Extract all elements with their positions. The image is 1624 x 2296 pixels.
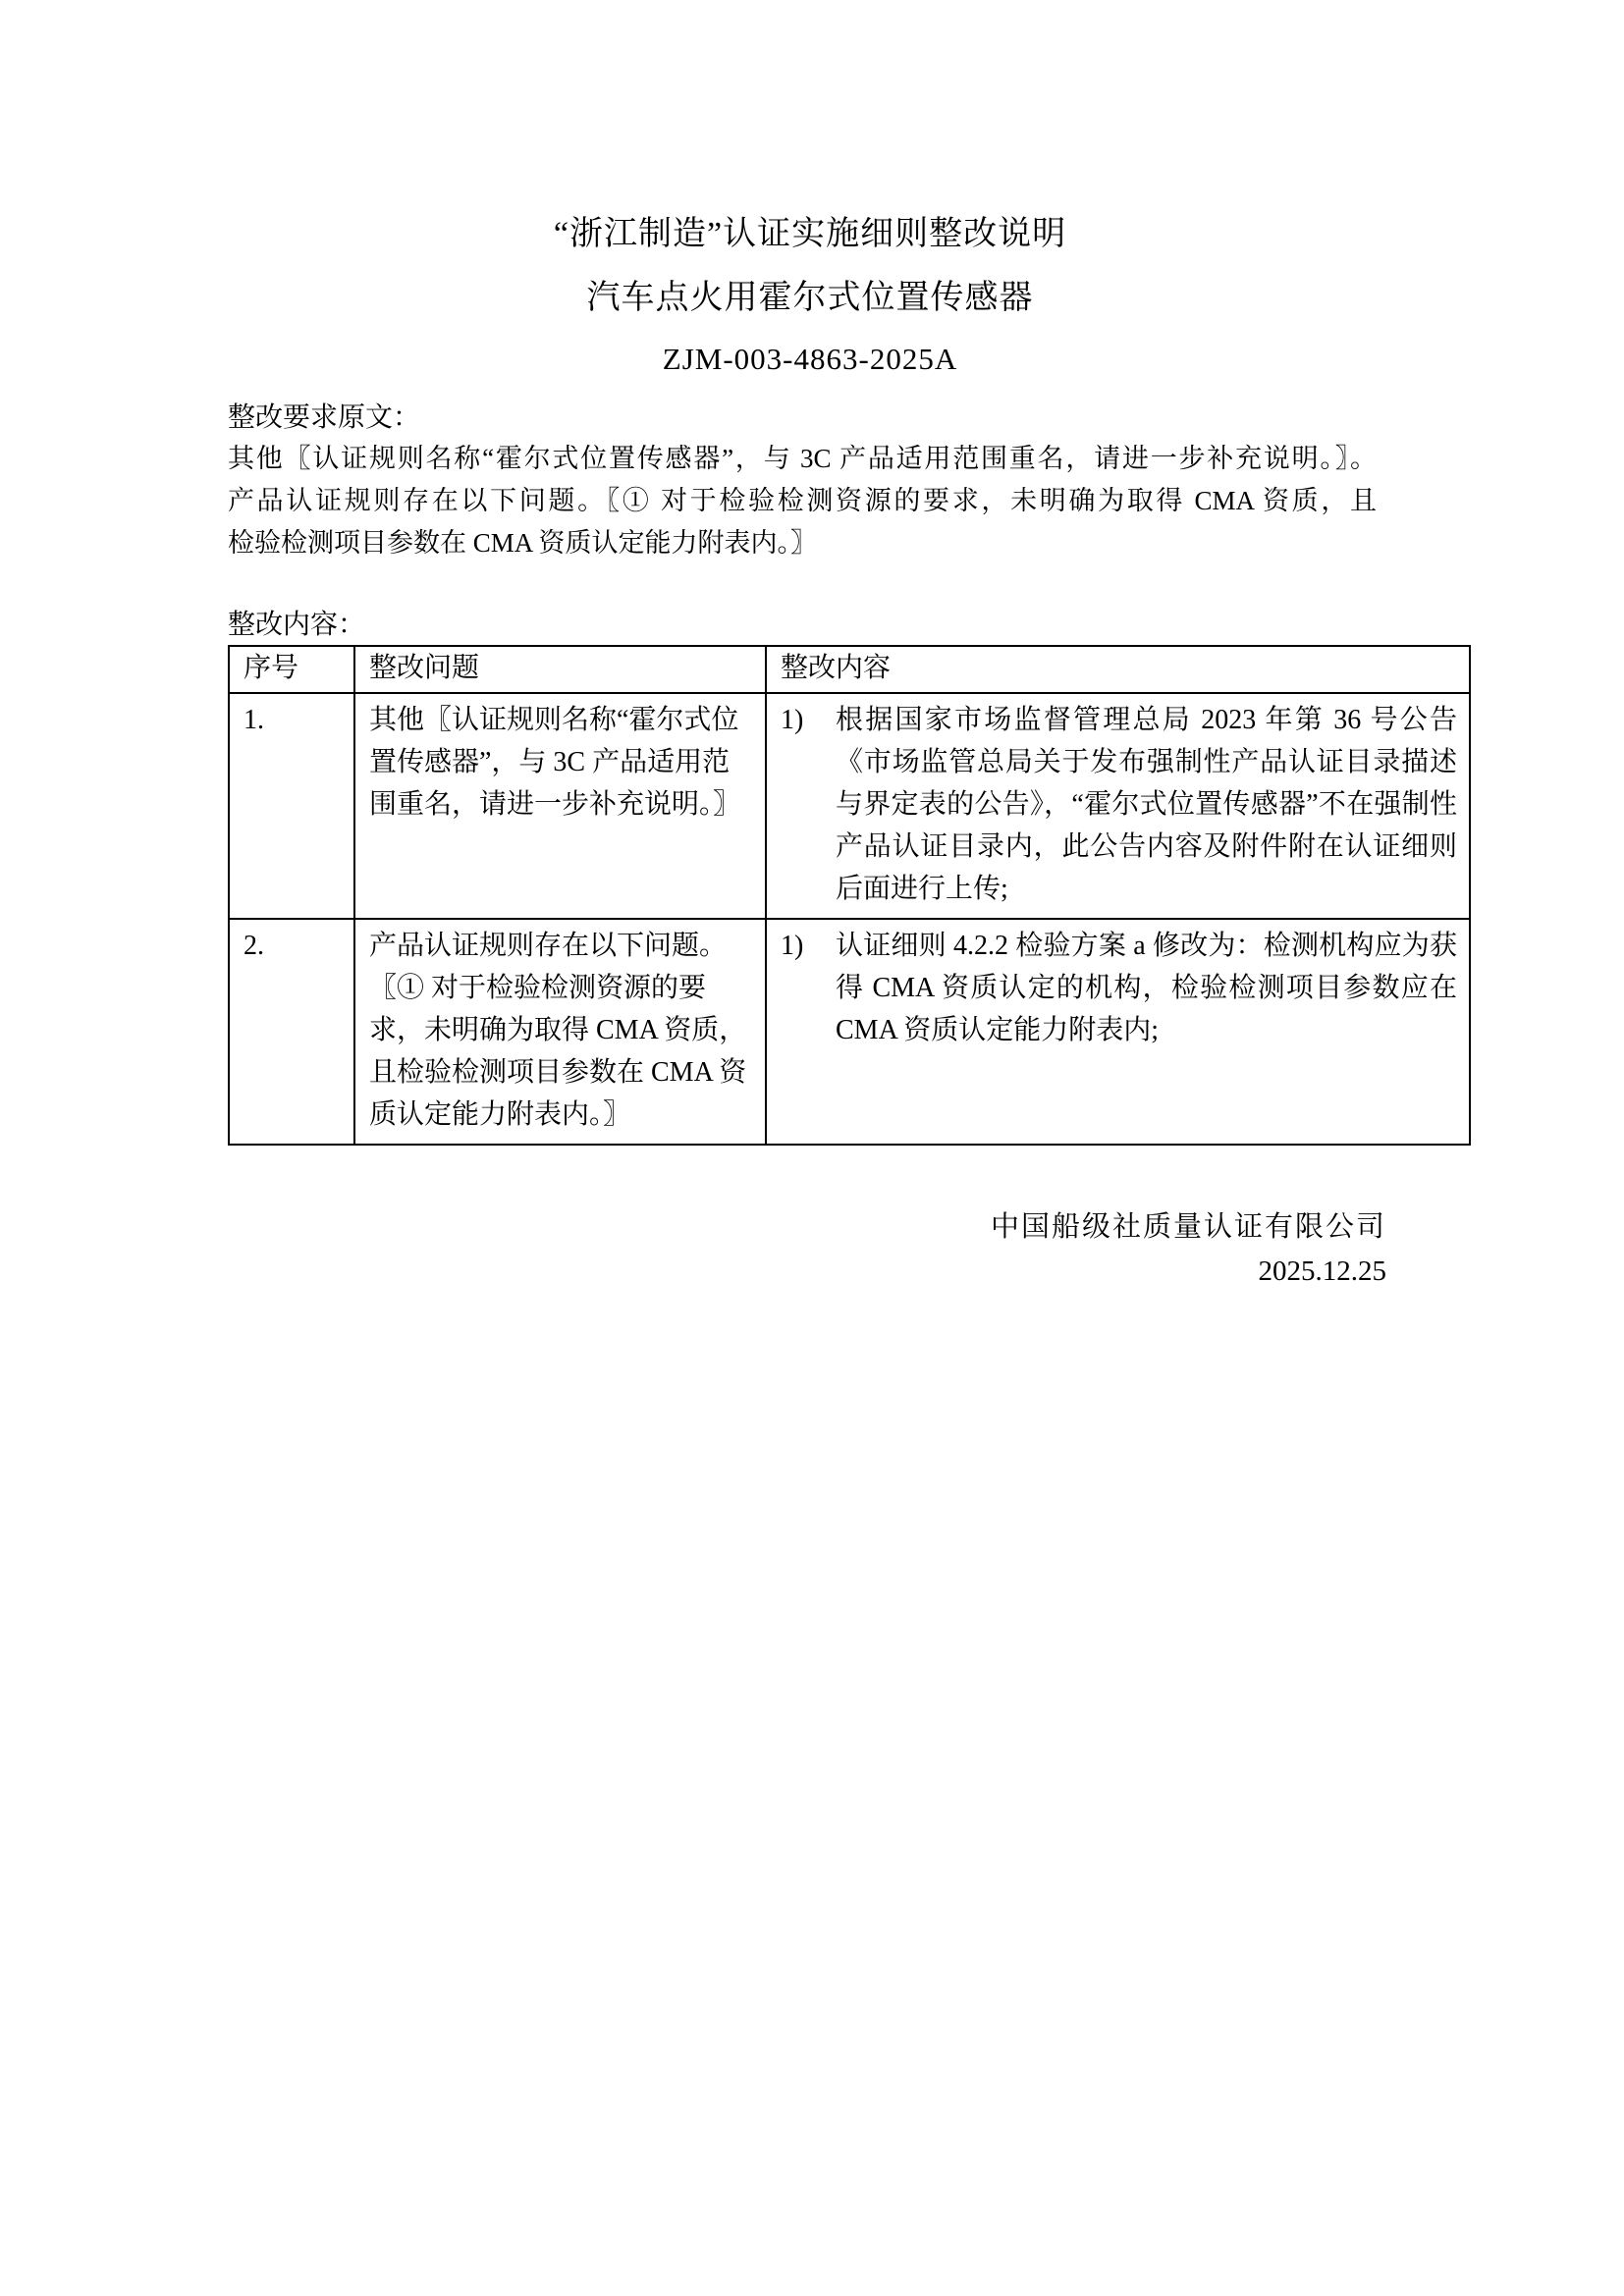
- document-title: “浙江制造”认证实施细则整改说明: [553, 216, 1067, 252]
- table-header-row: [229, 646, 1470, 693]
- document-content: [228, 0, 1457, 1146]
- problem-cell: 产品认证规则存在以下问题。〖① 对于检验检测资源的要求，未明确为取得 CMA 资质，且检验检测项目参数在 CMA 资质认定能力附表内。〗: [354, 919, 766, 1145]
- content-list-item: [781, 699, 1457, 910]
- rectification-content-label: 整改内容：: [228, 610, 366, 640]
- rectification-table: [228, 645, 1471, 1146]
- document-code: ZJM-003-4863-2025A: [662, 342, 958, 376]
- original-requirement-paragraph: [228, 438, 1377, 564]
- content-cell: [766, 919, 1470, 1145]
- list-marker: 1): [781, 931, 804, 961]
- table-row: [229, 919, 1470, 1145]
- header-cell-content: 整改内容: [766, 646, 1470, 693]
- content-cell: [766, 693, 1470, 919]
- header-cell-no: 序号: [229, 646, 354, 693]
- content-text: 根据国家市场监督管理总局 2023 年第 36 号公告《市场监管总局关于发布强制性产品认证目录描述与界定表的公告》，“霍尔式位置传感器”不在强制性产品认证目录内，此公告内容及附件附在认证细则后面进行上传;: [836, 705, 1457, 904]
- signature-date: 2025.12.25: [1258, 1255, 1386, 1287]
- original-requirement-label: 整改要求原文：: [228, 402, 421, 433]
- row-number-cell: 2.: [229, 919, 354, 1145]
- content-list-item: [781, 925, 1457, 1051]
- header-cell-problem: 整改问题: [354, 646, 766, 693]
- document-subtitle: 汽车点火用霍尔式位置传感器: [586, 280, 1034, 316]
- original-requirement-line: 其他〖认证规则名称“霍尔式位置传感器”，与 3C 产品适用范围重名，请进一步补充说明。〗。: [228, 444, 1377, 473]
- original-requirement-line: 产品认证规则存在以下问题。〖① 对于检验检测资源的要求，未明确为取得 CMA 资质，且: [228, 486, 1377, 515]
- list-marker: 1): [781, 705, 804, 735]
- signature-block: [991, 1205, 1386, 1294]
- content-text: 认证细则 4.2.2 检验方案 a 修改为：检测机构应为获得 CMA 资质认定的机构，检验检测项目参数应在 CMA 资质认定能力附表内;: [836, 931, 1457, 1045]
- original-requirement-line: 检验检测项目参数在 CMA 资质认定能力附表内。〗: [228, 528, 818, 558]
- problem-cell: 其他〖认证规则名称“霍尔式位置传感器”，与 3C 产品适用范围重名，请进一步补充说明。〗: [354, 693, 766, 919]
- company-name: 中国船级社质量认证有限公司: [990, 1211, 1386, 1243]
- table-row: [229, 693, 1470, 919]
- row-number-cell: 1.: [229, 693, 354, 919]
